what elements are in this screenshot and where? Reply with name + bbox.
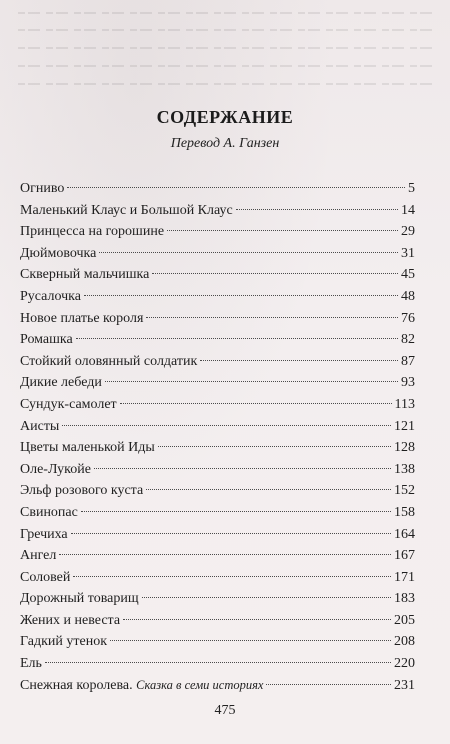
entry-title: Оле-Лукойе	[20, 461, 91, 477]
entry-page-number: 113	[394, 396, 415, 412]
entry-title: Гадкий утенок	[20, 634, 107, 650]
entry-title: Цветы маленькой Иды	[20, 440, 155, 456]
entry-title: Скверный мальчишка	[20, 267, 150, 283]
show-through-text	[0, 0, 450, 100]
entry-title: Эльф розового куста	[20, 483, 144, 499]
toc-entry	[20, 588, 415, 610]
toc-entry	[20, 480, 415, 502]
dot-leader	[236, 209, 398, 210]
dot-leader	[167, 230, 398, 231]
toc-entry	[20, 502, 415, 524]
toc-entry	[20, 416, 415, 438]
toc-entry	[20, 567, 415, 589]
dot-leader	[59, 554, 391, 555]
entry-page-number: 5	[408, 181, 415, 196]
entry-page-number: 76	[401, 310, 415, 326]
dot-leader	[152, 273, 398, 274]
entry-title: Аисты	[20, 418, 60, 434]
entry-subtitle: Сказка в семи историях	[136, 677, 264, 692]
dot-leader	[81, 511, 391, 512]
entry-title: Сундук-самолет	[20, 396, 117, 412]
entry-page-number: 205	[394, 612, 415, 628]
entry-page-number: 14	[401, 202, 415, 218]
entry-title: Соловей	[20, 569, 71, 585]
dot-leader	[158, 446, 391, 447]
entry-page-number: 48	[401, 288, 415, 304]
entry-title: Гречиха	[20, 526, 68, 542]
entry-page-number: 220	[394, 656, 415, 672]
toc-entry	[20, 286, 415, 308]
translator-line: Перевод А. Ганзен	[170, 136, 280, 151]
dot-leader	[62, 425, 391, 426]
dot-leader	[99, 252, 398, 253]
entry-page-number: 164	[394, 526, 415, 542]
dot-leader	[146, 317, 398, 318]
entry-page-number: 208	[394, 634, 415, 650]
toc-entry	[20, 675, 415, 697]
entry-page-number: 152	[394, 483, 415, 499]
toc-entry	[20, 308, 415, 330]
dot-leader	[266, 684, 391, 685]
entry-page-number: 87	[401, 353, 415, 369]
toc-entry	[20, 372, 415, 394]
dot-leader	[105, 381, 398, 382]
entry-page-number: 121	[394, 418, 415, 434]
dot-leader	[110, 640, 391, 641]
dot-leader	[120, 403, 392, 404]
dot-leader	[73, 576, 391, 577]
toc-entry	[20, 631, 415, 653]
entry-title: Дикие лебеди	[20, 375, 102, 391]
entry-page-number: 231	[394, 677, 415, 693]
toc-entry	[20, 329, 415, 351]
contents-heading: СОДЕРЖАНИЕ	[156, 107, 294, 127]
toc-entry	[20, 437, 415, 459]
toc-entry	[20, 351, 415, 373]
entry-page-number: 158	[394, 504, 415, 520]
table-of-contents	[20, 178, 415, 696]
toc-entry	[20, 653, 415, 675]
entry-page-number: 93	[401, 375, 415, 391]
dot-leader	[67, 187, 405, 188]
dot-leader	[123, 619, 391, 620]
entry-title: Дорожный товарищ	[20, 591, 139, 607]
entry-title: Ромашка	[20, 332, 73, 348]
dot-leader	[76, 338, 398, 339]
dot-leader	[84, 295, 398, 296]
toc-entry	[20, 221, 415, 243]
entry-title: Ель	[20, 656, 42, 672]
entry-title: Жених и невеста	[20, 612, 121, 628]
toc-entry	[20, 545, 415, 567]
entry-page-number: 128	[394, 440, 415, 456]
toc-entry	[20, 178, 415, 200]
entry-title: Ангел	[20, 548, 57, 564]
entry-title: Свинопас	[20, 504, 78, 520]
toc-entry	[20, 200, 415, 222]
entry-page-number: 138	[394, 461, 415, 477]
toc-entry	[20, 524, 415, 546]
entry-page-number: 167	[394, 548, 415, 564]
entry-page-number: 82	[401, 332, 415, 348]
toc-entry	[20, 243, 415, 265]
dot-leader	[71, 533, 391, 534]
toc-entry	[20, 610, 415, 632]
entry-page-number: 171	[394, 569, 415, 585]
entry-title: Огниво	[20, 181, 65, 196]
toc-entry	[20, 264, 415, 286]
entry-main-title: Снежная королева.	[20, 677, 133, 693]
entry-title: Дюймовочка	[20, 245, 97, 261]
page-number: 475	[214, 703, 236, 718]
dot-leader	[45, 662, 391, 663]
entry-page-number: 45	[401, 267, 415, 283]
entry-title: Маленький Клаус и Большой Клаус	[20, 202, 233, 218]
dot-leader	[146, 489, 391, 490]
toc-entry	[20, 394, 415, 416]
entry-title: Русалочка	[20, 288, 81, 304]
entry-page-number: 29	[401, 224, 415, 240]
dot-leader	[94, 468, 391, 469]
entry-title: Стойкий оловянный солдатик	[20, 353, 198, 369]
entry-page-number: 183	[394, 591, 415, 607]
entry-page-number: 31	[401, 245, 415, 261]
entry-title	[20, 675, 263, 697]
entry-title: Принцесса на горошине	[20, 224, 165, 240]
toc-entry	[20, 459, 415, 481]
entry-title: Новое платье короля	[20, 310, 144, 326]
dot-leader	[200, 360, 398, 361]
dot-leader	[142, 597, 391, 598]
